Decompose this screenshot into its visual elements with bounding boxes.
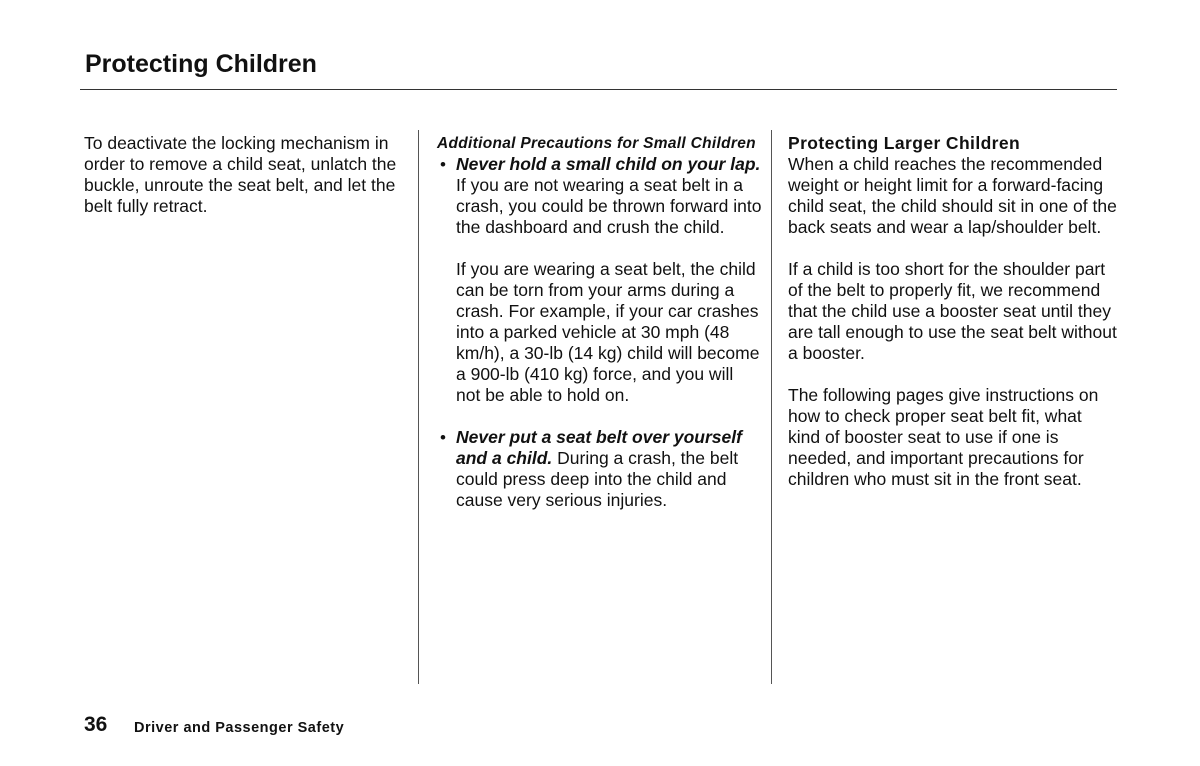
bullet-lead: Never hold a small child on your lap. — [456, 154, 761, 174]
deactivate-locking-paragraph: To deactivate the locking mechanism in order to remove a child seat, unlatch the buckle, unroute the seat belt, and let the belt fully retract. — [84, 133, 397, 216]
bullet-text — [456, 427, 762, 511]
precautions-subheading: Additional Precautions for Small Children — [437, 135, 756, 152]
larger-children-heading: Protecting Larger Children — [788, 133, 1021, 153]
bullet-icon: • — [440, 155, 446, 174]
bullet-body: If you are not wearing a seat belt in a crash, you could be thrown forward into the dashboard and crush the child. — [456, 175, 762, 237]
larger-children-paragraph-3: The following pages give instructions on how to check proper seat belt fit, what kind of booster seat to use if one is needed, and important precautions for children who must sit in the front seat. — [788, 385, 1099, 489]
bullet-body: During a crash, the belt could press deep into the child and cause very serious injuries. — [456, 448, 739, 510]
column-divider-right — [771, 130, 772, 684]
larger-children-paragraph-2: If a child is too short for the shoulder part of the belt to properly fit, we recommend that the child use a booster seat until they are tall enough to use the seat belt without a booster. — [788, 259, 1117, 363]
page-title: Protecting Children — [85, 50, 317, 78]
bullet-text — [456, 154, 762, 238]
bullet-item-seat-belt-over — [437, 427, 762, 511]
bullet-lead: Never put a seat belt over yourself and a child. — [456, 427, 742, 468]
larger-children-paragraph-1: When a child reaches the recommended weight or height limit for a forward-facing child seat, the child should sit in one of the back seats and wear a lap/shoulder belt. — [788, 154, 1117, 237]
bullet-item-hold-child — [437, 154, 762, 406]
bullet-icon: • — [440, 428, 446, 447]
column-middle — [437, 133, 762, 511]
page-number: 36 — [84, 713, 108, 736]
column-right — [788, 133, 1118, 490]
title-divider — [80, 89, 1117, 90]
column-left — [84, 133, 409, 217]
column-divider-left — [418, 130, 419, 684]
section-label: Driver and Passenger Safety — [134, 720, 345, 736]
bullet-continuation: If you are wearing a seat belt, the child can be torn from your arms during a crash. For example, if your car crashes into a parked vehicle at 30 mph (48 km/h), a 30-lb (14 kg) child will become a 900-lb (410 kg) force, and you will not be able to hold on. — [456, 259, 760, 405]
